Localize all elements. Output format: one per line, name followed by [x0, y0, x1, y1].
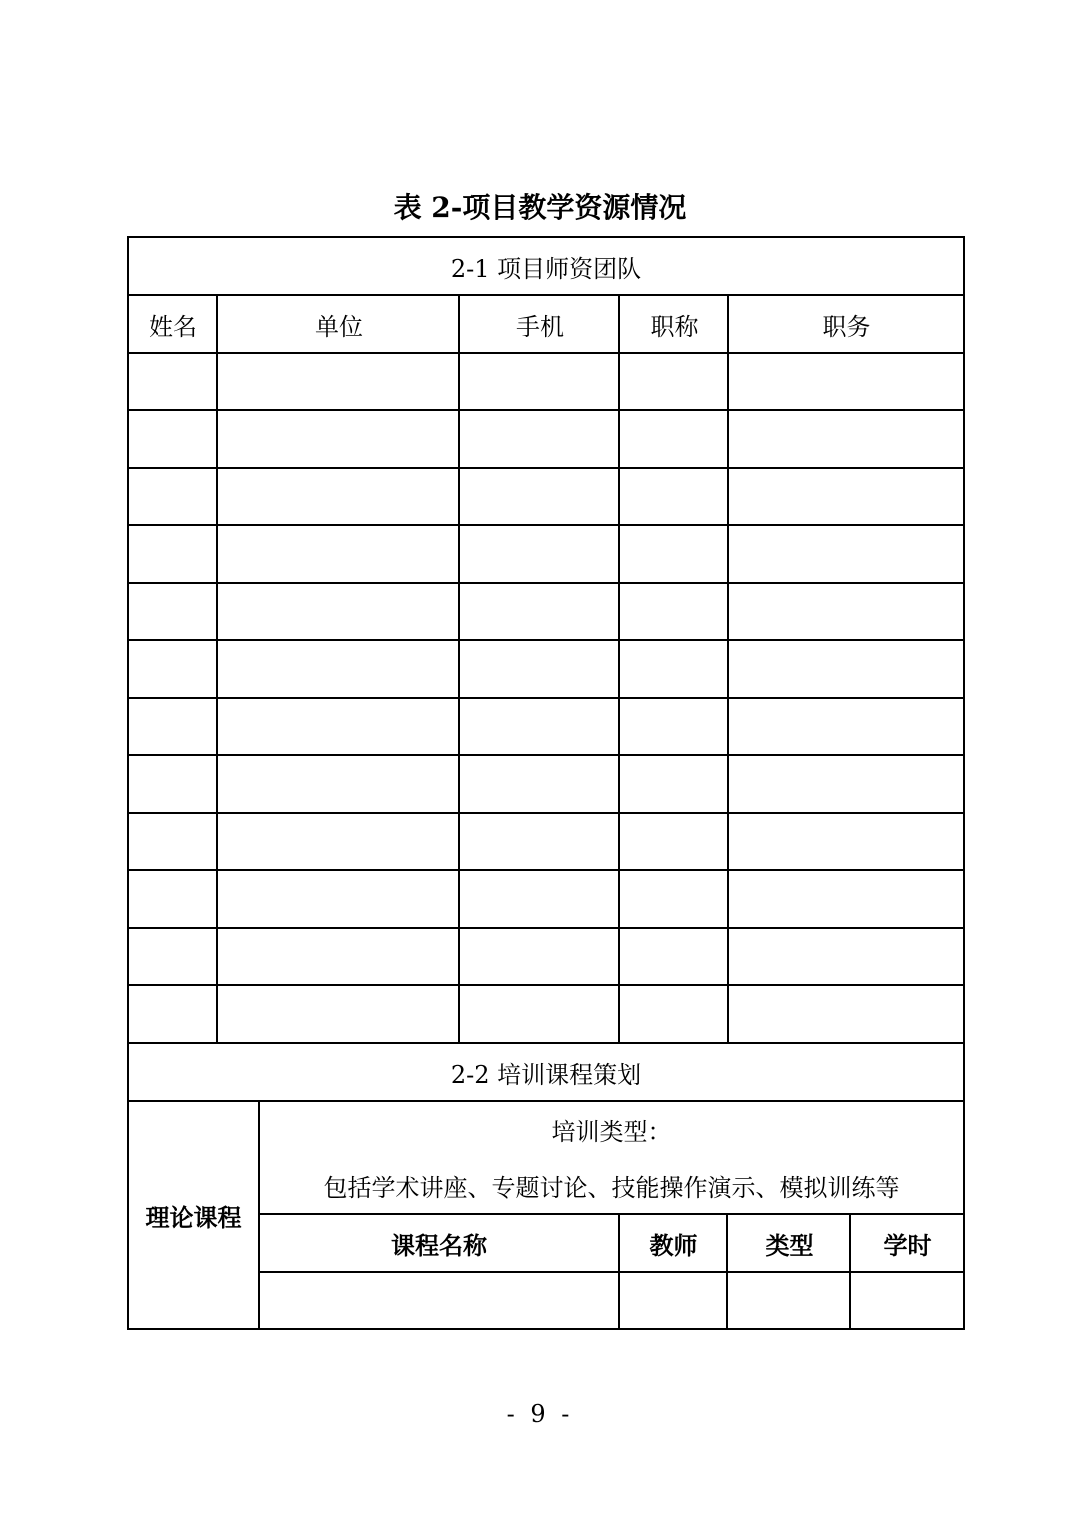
row-divider	[127, 812, 965, 814]
column-header-phone: 手机	[516, 312, 564, 341]
page-title: 表 2-项目教学资源情况	[393, 191, 687, 224]
row-divider	[127, 927, 965, 929]
row-divider	[127, 524, 965, 526]
column-header-name: 姓名	[149, 312, 197, 341]
column-header-unit: 单位	[315, 312, 363, 341]
table-border-right	[963, 236, 965, 1330]
row-divider	[127, 697, 965, 699]
row-divider	[127, 409, 965, 411]
row-divider	[127, 639, 965, 641]
row-divider	[127, 467, 965, 469]
row-divider	[127, 352, 965, 354]
column-header-course-name: 课程名称	[391, 1230, 487, 1260]
faculty-section-heading: 2-1 项目师资团队	[450, 255, 642, 283]
column-divider	[849, 1213, 851, 1330]
training-type-description: 包括学术讲座、专题讨论、技能操作演示、模拟训练等	[323, 1173, 900, 1202]
training-type-label: 培训类型：	[551, 1117, 672, 1146]
column-divider	[618, 1213, 620, 1330]
column-divider	[726, 1213, 728, 1330]
row-divider	[127, 582, 965, 584]
column-divider	[458, 294, 460, 1044]
row-divider	[127, 869, 965, 871]
resource-table	[127, 236, 965, 1330]
column-divider	[727, 294, 729, 1044]
page-number: - 9 -	[506, 1400, 574, 1428]
row-divider	[258, 1271, 965, 1273]
column-header-hours: 学时	[883, 1230, 932, 1260]
column-divider	[618, 294, 620, 1044]
row-divider	[127, 754, 965, 756]
row-divider	[127, 984, 965, 986]
column-header-position: 职务	[822, 312, 871, 341]
column-divider	[216, 294, 218, 1044]
column-header-type: 类型	[765, 1230, 814, 1260]
course-category-label: 理论课程	[145, 1202, 242, 1232]
column-header-teacher: 教师	[649, 1230, 698, 1260]
table-border-bottom	[127, 1328, 965, 1330]
course-section-heading: 2-2 培训课程策划	[450, 1060, 642, 1089]
column-header-title: 职称	[650, 312, 699, 341]
